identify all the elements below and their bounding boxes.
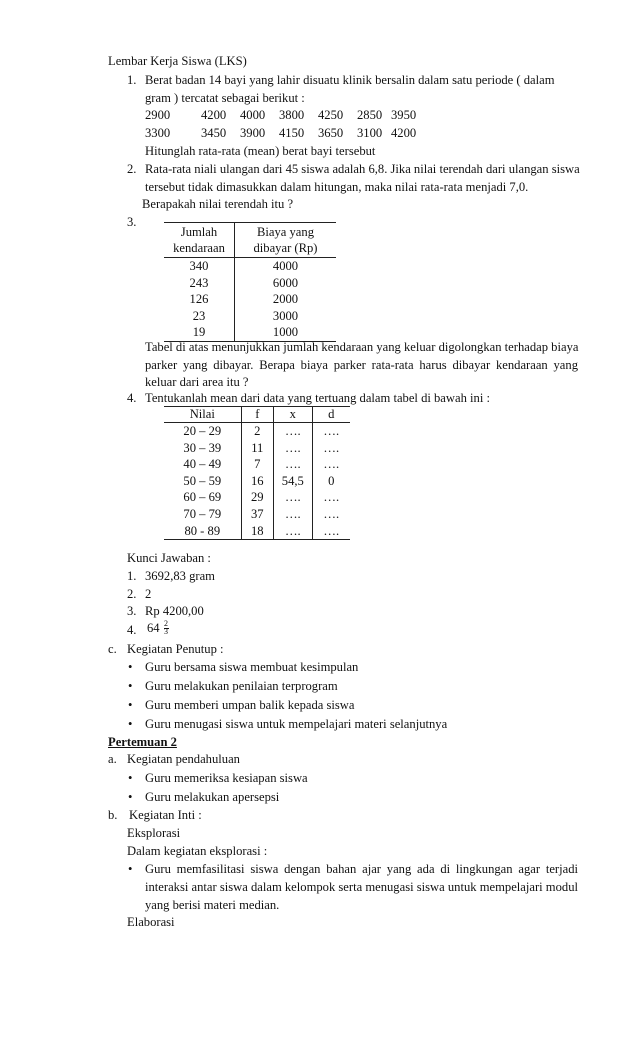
table-cell: 7 — [241, 456, 273, 473]
answer-number: 4. — [127, 623, 137, 637]
table-cell: …. — [274, 523, 313, 540]
bullet-icon — [128, 861, 132, 877]
table-cell: 1000 — [235, 324, 337, 341]
table-cell: 340 — [164, 258, 235, 275]
elaborasi-heading: Elaborasi — [127, 915, 175, 929]
table-cell: 19 — [164, 324, 235, 341]
table-cell: 6000 — [272, 275, 299, 290]
q2-number: 2. — [127, 162, 137, 176]
q1-value: 3300 — [145, 126, 171, 140]
q1-value: 2850 — [357, 108, 383, 122]
q1-value: 3450 — [201, 126, 227, 140]
table-cell: …. — [312, 489, 350, 506]
q3-line2: parker yang dibayar. Berapa biaya parker rata-rata harus dibayar kendaraan yang — [145, 358, 578, 372]
table-cell: 40 – 49 — [183, 457, 222, 472]
table-cell: …. — [312, 523, 350, 540]
fraction-whole: 64 — [147, 621, 160, 635]
q1-value: 3100 — [357, 126, 383, 140]
q4-number: 4. — [127, 391, 137, 405]
table-row — [164, 506, 350, 523]
table-row — [164, 258, 336, 275]
table-cell: 11 — [241, 440, 273, 457]
table-cell: 243 — [164, 275, 235, 292]
q3-line1: Tabel di atas menunjukkan jumlah kendaraan yang keluar digolongkan terhadap biaya — [145, 340, 579, 354]
q1-value: 4000 — [240, 108, 266, 122]
bullet-icon — [128, 659, 132, 675]
pendahuluan-item: Guru memeriksa kesiapan siswa — [145, 771, 308, 785]
table-cell: …. — [274, 440, 313, 457]
column-header-f: f — [241, 407, 273, 423]
table-cell: 80 - 89 — [164, 523, 241, 540]
table-row — [164, 308, 336, 325]
q1-value: 2900 — [145, 108, 171, 122]
fraction-denominator: 3 — [164, 627, 168, 636]
answer-text: Rp 4200,00 — [145, 604, 204, 618]
column-header-d: d — [312, 407, 350, 423]
table-cell: …. — [312, 440, 350, 457]
table-cell: 70 – 79 — [183, 506, 222, 521]
table-header-row — [164, 223, 336, 258]
pendahuluan-item: Guru melakukan apersepsi — [145, 790, 280, 804]
table-cell: …. — [312, 423, 350, 440]
answer-key-title: Kunci Jawaban : — [127, 551, 211, 565]
frequency-table — [164, 406, 350, 540]
table-cell: 60 – 69 — [183, 490, 222, 505]
section-label: a. — [108, 752, 117, 766]
column-header-nilai: Nilai — [164, 407, 241, 423]
table-row — [164, 291, 336, 308]
eksplorasi-item-line2: interaksi antar siswa dalam kelompok serta menugasi siswa untuk mempelajari modul — [145, 880, 578, 894]
table-cell: 0 — [312, 473, 350, 490]
answer-mixed-fraction — [147, 620, 173, 638]
table-cell: …. — [274, 423, 313, 440]
q1-value: 3800 — [279, 108, 305, 122]
q1-line1: Berat badan 14 bayi yang lahir disuatu klinik bersalin dalam satu periode ( dalam — [145, 73, 555, 87]
q1-value: 4200 — [391, 126, 417, 140]
section-label: c. — [108, 642, 117, 656]
answer-text: 3692,83 gram — [145, 569, 215, 583]
bullet-icon — [128, 716, 132, 732]
table-cell: 54,5 — [274, 473, 313, 490]
penutup-item: Guru melakukan penilaian terprogram — [145, 679, 338, 693]
pertemuan-2-heading: Pertemuan 2 — [108, 735, 177, 749]
table-header-row — [164, 407, 350, 423]
q4-line1: Tentukanlah mean dari data yang tertuang dalam tabel di bawah ini : — [145, 391, 490, 405]
q2-line2: tersebut tidak dimasukkan dalam hitungan, maka nilai rata-rata menjadi 7,0. — [145, 180, 529, 194]
penutup-item: Guru memberi umpan balik kepada siswa — [145, 698, 355, 712]
table-cell: 3000 — [272, 308, 299, 323]
fraction-numerator: 2 — [164, 619, 168, 628]
q1-value: 3650 — [318, 126, 344, 140]
lks-title: Lembar Kerja Siswa (LKS) — [108, 54, 247, 68]
q1-number: 1. — [127, 73, 137, 87]
answer-text: 2 — [145, 587, 152, 601]
bullet-icon — [128, 678, 132, 694]
eksplorasi-item-line1: Guru memfasilitasi siswa dengan bahan ajar yang ada di lingkungan agar terjadi — [145, 862, 578, 876]
bullet-icon — [128, 770, 132, 786]
q1-value: 3900 — [240, 126, 266, 140]
eksplorasi-item-line3: yang berisi materi median. — [145, 898, 280, 912]
q3-number: 3. — [127, 215, 137, 229]
pendahuluan-title: Kegiatan pendahuluan — [127, 752, 240, 766]
table-cell: 2000 — [272, 292, 299, 307]
table-row — [164, 275, 336, 292]
section-label: b. — [108, 808, 118, 822]
table-row — [164, 440, 350, 457]
table-cell: …. — [312, 456, 350, 473]
table-cell: 23 — [164, 308, 235, 325]
table-cell: 18 — [241, 523, 273, 540]
q1-value: 3950 — [391, 108, 417, 122]
table-cell: 50 – 59 — [183, 473, 222, 488]
table-cell: 16 — [241, 473, 273, 490]
table-row — [164, 456, 350, 473]
q1-value: 4250 — [318, 108, 344, 122]
q2-line1: Rata-rata niali ulangan dari 45 siswa adalah 6,8. Jika nilai terendah dari ulangan siswa — [145, 162, 580, 176]
q1-line2: gram ) tercatat sebagai berikut : — [145, 91, 305, 105]
column-header-vehicles: Jumlah kendaraan — [164, 223, 235, 258]
eksplorasi-heading: Eksplorasi — [127, 826, 181, 840]
column-header-x: x — [274, 407, 313, 423]
q3-line3: keluar dari area itu ? — [145, 375, 249, 389]
q1-value: 4200 — [201, 108, 227, 122]
bullet-icon — [128, 697, 132, 713]
penutup-item: Guru menugasi siswa untuk mempelajari materi selanjutnya — [145, 717, 448, 731]
table-row — [164, 523, 350, 540]
table-row — [164, 489, 350, 506]
penutup-item: Guru bersama siswa membuat kesimpulan — [145, 660, 359, 674]
table-cell: 20 – 29 — [183, 424, 222, 438]
eksplorasi-intro: Dalam kegiatan eksplorasi : — [127, 844, 268, 858]
answer-number: 2. — [127, 587, 137, 601]
table-row — [164, 423, 350, 440]
q2-line3: Berapakah nilai terendah itu ? — [142, 197, 294, 211]
penutup-title: Kegiatan Penutup : — [127, 642, 224, 656]
table-row — [164, 473, 350, 490]
table-cell: …. — [274, 489, 313, 506]
q1-line3: Hitunglah rata-rata (mean) berat bayi tersebut — [145, 144, 376, 158]
table-cell: 2 — [241, 423, 273, 440]
answer-number: 3. — [127, 604, 137, 618]
table-cell: 37 — [241, 506, 273, 523]
vehicle-parking-table — [164, 222, 336, 342]
table-cell: 4000 — [272, 259, 299, 273]
table-cell: …. — [312, 506, 350, 523]
bullet-icon — [128, 789, 132, 805]
table-cell: 126 — [164, 291, 235, 308]
answer-number: 1. — [127, 569, 137, 583]
q1-value: 4150 — [279, 126, 305, 140]
table-cell: …. — [274, 506, 313, 523]
table-cell: 29 — [241, 489, 273, 506]
column-header-fee: Biaya yang dibayar (Rp) — [235, 223, 337, 258]
table-cell: …. — [274, 456, 313, 473]
kegiatan-inti-title: Kegiatan Inti : — [129, 808, 202, 822]
table-cell: 30 – 39 — [183, 440, 222, 455]
